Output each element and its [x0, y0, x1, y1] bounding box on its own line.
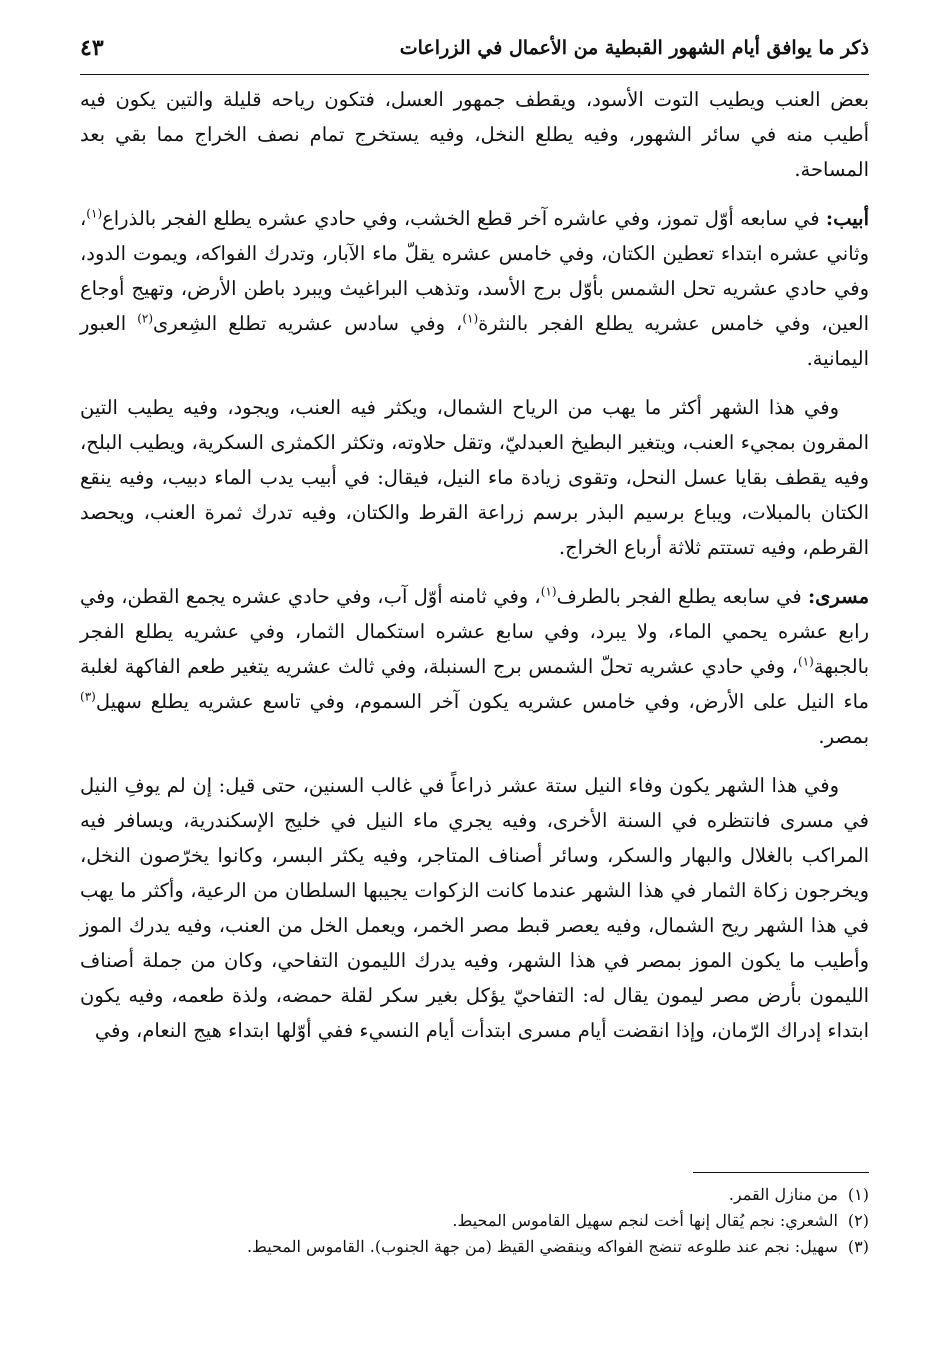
footnote-mark: (٣) — [847, 1237, 869, 1256]
paragraph-4 — [80, 579, 869, 754]
paragraph-4-text-d: بمصر. — [818, 725, 869, 748]
month-heading-misra: مسرى: — [807, 585, 870, 608]
paragraph-2-text-d: العبور اليمانية. — [80, 312, 869, 370]
footnote-ref: (١) — [797, 654, 814, 669]
footnote — [80, 1234, 869, 1260]
footnote-ref: (٢) — [137, 311, 154, 326]
paragraph-2 — [80, 201, 869, 376]
main-text — [80, 82, 869, 1062]
paragraph-3: وفي هذا الشهر أكثر ما يهب من الرياح الشمال، ويكثر فيه العنب، ويجود، وفيه يطيب التين المقرون بمجيء العنب، ويتغير البطيخ العبدليّ، وتقل حلاوته، وتكثر الكمثرى السكرية، ويطيب البلح، وفيه يقطف بقايا عسل النحل، وتقوى زيادة ماء النيل، فيقال: في أبيب يدب الماء دبيب، وفيه ينقع الكتان بالمبلات، ويباع برسيم البذر برسم زراعة القرط والكتان، وفيه تدرك ثمرة العنب، ويحصد القرطم، وفيه تستتم ثلاثة أرباع الخراج. — [80, 396, 869, 559]
footnote-text: من منازل القمر. — [728, 1185, 838, 1204]
footnote-divider — [693, 1172, 869, 1173]
footnote-ref: (٣) — [80, 689, 96, 704]
footnote-mark: (١) — [847, 1185, 869, 1204]
header-divider — [80, 74, 869, 75]
footnotes — [80, 1182, 869, 1260]
footnote — [80, 1208, 869, 1234]
paragraph-2-text-b: ، وثاني عشره ابتداء تعطين الكتان، وفي خامس عشره يقلّ ماء الآبار، وتدرك الفواكه، ويموت الدود، وفي حادي عشريه تحل الشمس بأوّل برج الأسد، وتذهب البراغيث ويبرد باطن الأرض، وتهيج أوجاع العين، وفي خامس عشريه يطلع الفجر بالنثرة — [80, 207, 869, 335]
page-header — [80, 26, 869, 70]
footnote-text: الشعري: نجم يُقال إنها أخت لنجم سهيل القاموس المحيط. — [452, 1211, 838, 1230]
paragraph-2-text-c: ، وفي سادس عشريه تطلع الشِعرى — [153, 312, 463, 335]
paragraph-4-text-c: ، وفي حادي عشريه تحلّ الشمس برج السنبلة، وفي ثالث عشريه يتغير طعم الفاكهة لغلبة ماء النيل على الأرض، وفي خامس عشريه يكون آخر السموم، وفي تاسع عشريه يطلع سهيل — [80, 655, 869, 713]
paragraph-4-text-a: في سابعه يطلع الفجر بالطرف — [556, 585, 808, 608]
paragraph-4-text-b: ، وفي ثامنه أوّل آب، وفي حادي عشره يجمع القطن، وفي رابع عشره يحمي الماء، ولا يبرد، وفي سابع عشره استكمال الثمار، وفي عشريه يطلع الفجر بالجبهة — [80, 585, 869, 678]
paragraph-2-text-a: في سابعه أوّل تموز، وفي عاشره آخر قطع الخشب، وفي حادي عشره يطلع الفجر بالذراع — [102, 207, 826, 230]
footnote — [80, 1182, 869, 1208]
running-title: ذكر ما يوافق أيام الشهور القبطية من الأعمال في الزراعات — [399, 37, 869, 59]
month-heading-abib: أبيب: — [825, 207, 869, 230]
footnote-ref: (١) — [540, 584, 557, 599]
footnote-text: سهيل: نجم عند طلوعه تنضج الفواكه وينقضي القيظ (من جهة الجنوب). القاموس المحيط. — [246, 1237, 838, 1256]
footnote-ref: (١) — [86, 206, 103, 221]
footnote-mark: (٢) — [847, 1211, 869, 1230]
paragraph-5: وفي هذا الشهر يكون وفاء النيل ستة عشر ذراعاً في غالب السنين، حتى قيل: إن لم يوفِ النيل في مسرى فانتظره في السنة الأخرى، وفيه يجري ماء النيل في خليج الإسكندرية، ويسافر فيه المراكب بالغلال والبهار والسكر، وسائر أصناف المتاجر، وفيه يكثر البسر، وكانوا يخرّصون النخل، ويخرجون زكاة الثمار في هذا الشهر عندما كانت الزكوات يجيبها السلطان من الرعية، وأكثر ما يهب في هذا الشهر ريح الشمال، وفيه يعصر قبط مصر الخمر، ويعمل الخل من العنب، وفيه يدرك الموز وأطيب ما يكون الموز بمصر في هذا الشهر، وفيه يدرك الليمون التفاحي، وكان من جملة أصناف الليمون بأرض مصر ليمون يقال له: التفاحيّ يؤكل بغير سكر لقلة حمضه، ولذة طعمه، وفيه يكون ابتداء إدراك الرّمان، وإذا انقضت أيام مسرى ابتدأت أيام النسيء ففي أوّلها ابتداء هيج النعام، وفي — [80, 774, 869, 1042]
footnote-ref: (١) — [462, 311, 479, 326]
page-number: ٤٣ — [80, 35, 104, 61]
paragraph-1: بعض العنب ويطيب التوت الأسود، ويقطف جمهور العسل، فتكون رياحه قليلة والتين يكون فيه أطيب منه في سائر الشهور، وفيه يطلع النخل، وفيه يستخرج تمام نصف الخراج مما بقي بعد المساحة. — [80, 88, 869, 181]
